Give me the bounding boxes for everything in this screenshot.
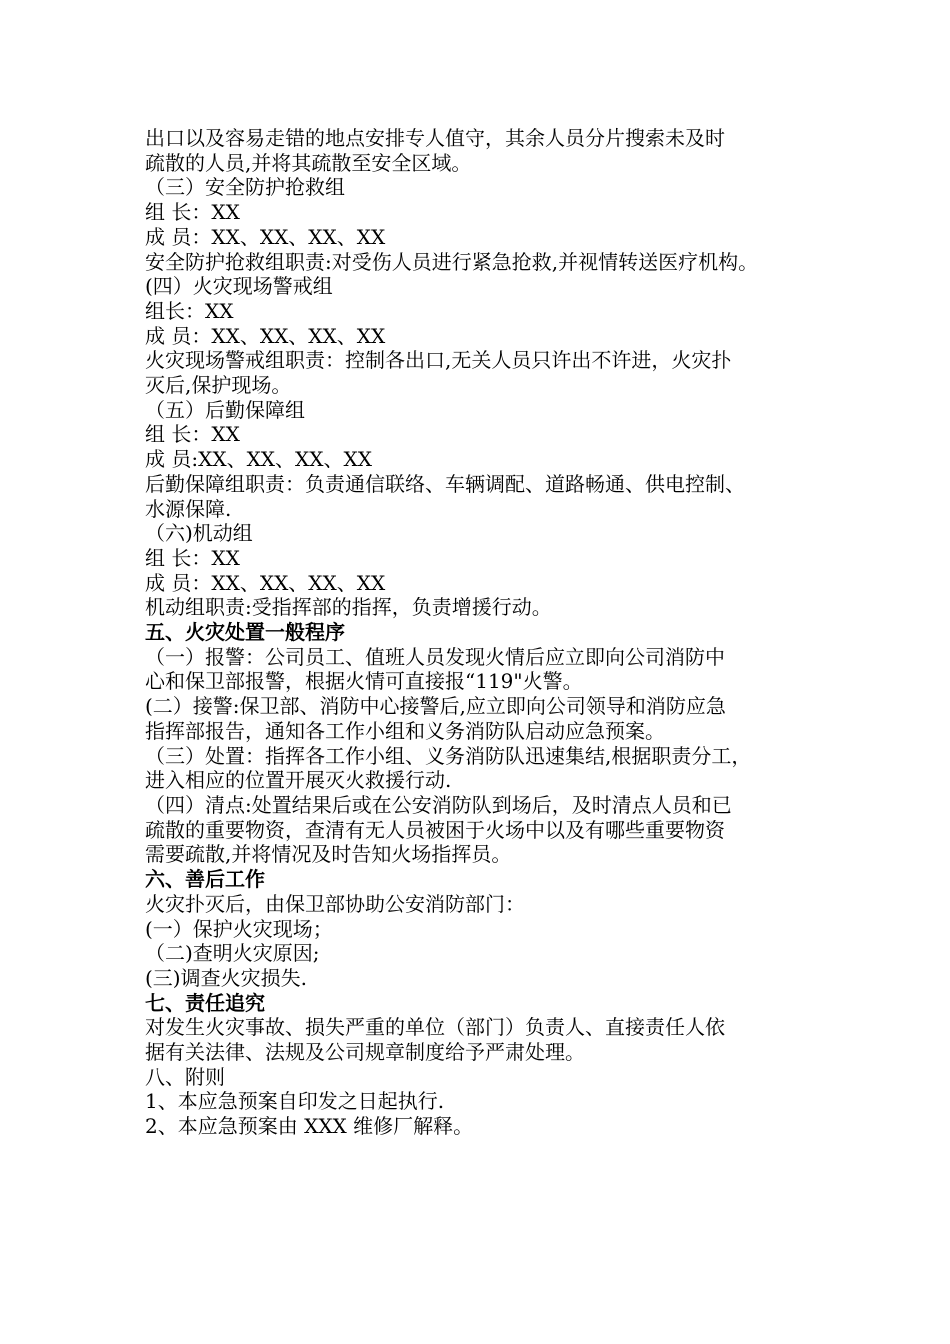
text-line: 心和保卫部报警，根据火情可直接报“119"火警。 bbox=[145, 669, 583, 694]
text-line: 需要疏散,并将情况及时告知火场指挥员。 bbox=[145, 842, 512, 867]
text-line: 安全防护抢救组职责:对受伤人员进行紧急抢救,并视情转送医疗机构。 bbox=[145, 249, 759, 274]
section-heading: 六、善后工作 bbox=[145, 867, 265, 892]
section-heading: 五、火灾处置一般程序 bbox=[145, 620, 345, 645]
text-line: （三）处置：指挥各工作小组、义务消防队迅速集结,根据职责分工， bbox=[145, 743, 752, 768]
text-line: 2、本应急预案由 XXX 维修厂解释。 bbox=[145, 1114, 474, 1139]
text-line: 组长：XX bbox=[145, 298, 234, 323]
text-line: 出口以及容易走错的地点安排专人值守，其余人员分片搜索未及时 bbox=[145, 126, 725, 150]
document-body bbox=[145, 126, 825, 1139]
text-line: 1、本应急预案自印发之日起执行. bbox=[145, 1089, 445, 1114]
text-line: 八、附则 bbox=[145, 1064, 225, 1089]
text-line: 成 员：XX、XX、XX、XX bbox=[145, 224, 386, 249]
text-line: 成 员:XX、XX、XX、XX bbox=[145, 447, 373, 472]
text-line: 指挥部报告，通知各工作小组和义务消防队启动应急预案。 bbox=[145, 718, 665, 743]
text-line: （一）报警：公司员工、值班人员发现火情后应立即向公司消防中 bbox=[145, 644, 725, 669]
text-line: （六)机动组 bbox=[145, 521, 253, 546]
text-line: 进入相应的位置开展灭火救援行动. bbox=[145, 768, 452, 793]
text-line: 疏散的人员,并将其疏散至安全区域。 bbox=[145, 150, 472, 175]
text-line: 后勤保障组职责：负责通信联络、车辆调配、道路畅通、供电控制、 bbox=[145, 471, 745, 496]
text-line: 组 长：XX bbox=[145, 545, 240, 570]
text-line: （五）后勤保障组 bbox=[145, 397, 305, 422]
text-line: (四）火灾现场警戒组 bbox=[145, 274, 333, 299]
text-line: 组 长：XX bbox=[145, 422, 240, 447]
text-line: （三）安全防护抢救组 bbox=[145, 175, 345, 200]
text-line: 疏散的重要物资，查清有无人员被困于火场中以及有哪些重要物资 bbox=[145, 817, 725, 842]
text-line: （四）清点:处置结果后或在公安消防队到场后，及时清点人员和已 bbox=[145, 792, 732, 817]
text-line: (三)调查火灾损失. bbox=[145, 965, 307, 990]
text-line: 据有关法律、法规及公司规章制度给予严肃处理。 bbox=[145, 1040, 585, 1065]
text-line: 机动组职责:受指挥部的指挥，负责增援行动。 bbox=[145, 595, 552, 620]
text-line: (二）接警:保卫部、消防中心接警后,应立即向公司领导和消防应急 bbox=[145, 694, 726, 719]
text-line: （二)查明火灾原因; bbox=[145, 941, 320, 966]
text-line: 水源保障. bbox=[145, 496, 232, 521]
text-line: (一）保护火灾现场； bbox=[145, 916, 333, 941]
text-line: 灭后,保护现场。 bbox=[145, 373, 292, 398]
section-heading: 七、责任追究 bbox=[145, 990, 265, 1015]
text-line: 组 长：XX bbox=[145, 200, 240, 225]
text-line: 成 员：XX、XX、XX、XX bbox=[145, 570, 386, 595]
text-line: 成 员：XX、XX、XX、XX bbox=[145, 323, 386, 348]
text-line: 对发生火灾事故、损失严重的单位（部门）负责人、直接责任人依 bbox=[145, 1015, 725, 1040]
text-line: 火灾现场警戒组职责：控制各出口,无关人员只许出不许进，火灾扑 bbox=[145, 348, 732, 373]
text-line: 火灾扑灭后，由保卫部协助公安消防部门： bbox=[145, 891, 525, 916]
